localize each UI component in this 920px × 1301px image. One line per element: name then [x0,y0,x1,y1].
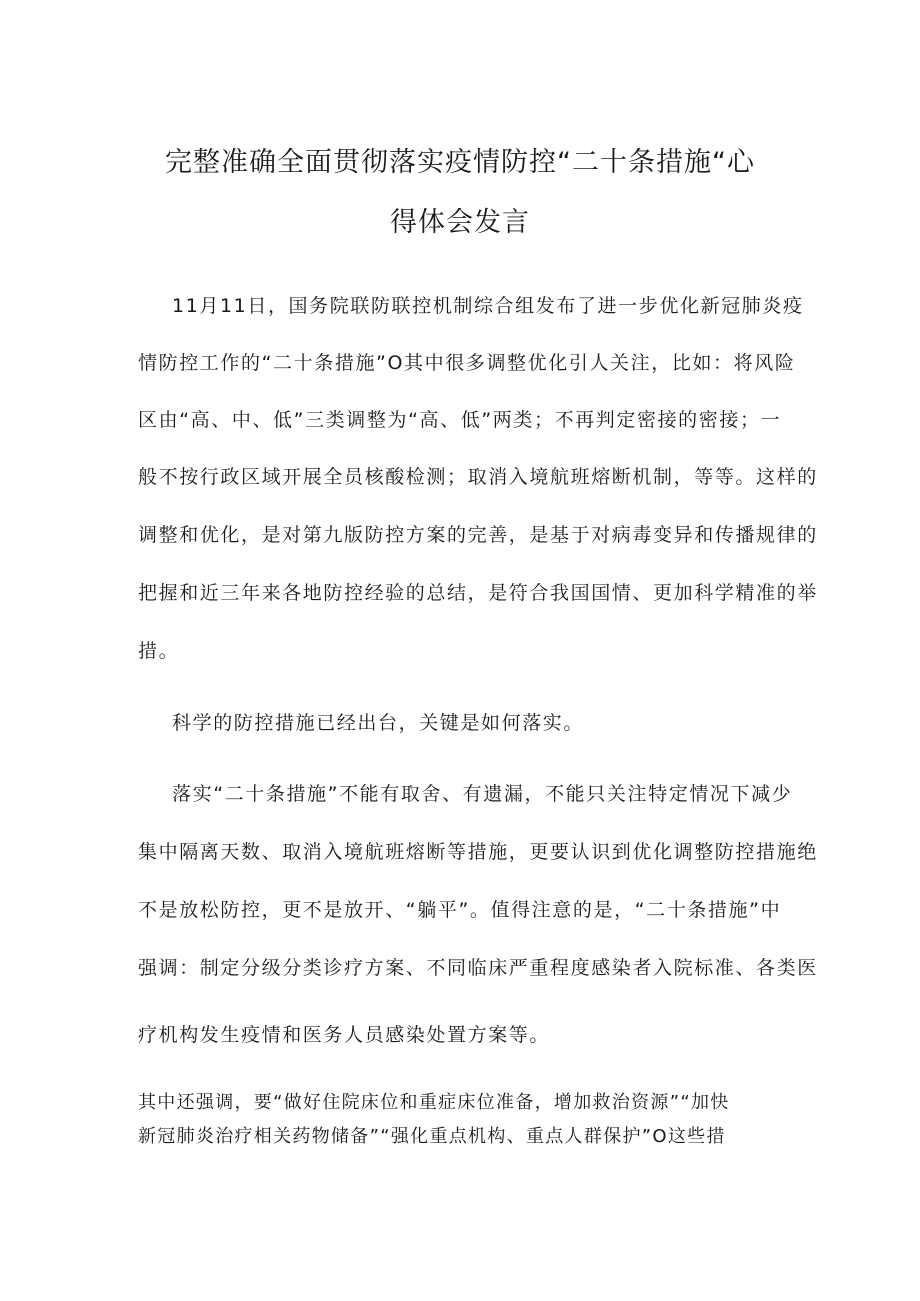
paragraph-line: 其中还强调，要“做好住院床位和重症床位准备，增加救治资源”“加快 [138,1092,730,1113]
paragraph-line: 落实“二十条措施”不能有取舍、有遗漏，不能只关注特定情况下减少 [172,783,793,805]
paragraph-line: 把握和近三年来各地防控经验的总结，是符合我国国情、更加科学精准的举 [138,582,818,604]
document-title-line2: 得体会发言 [390,207,530,238]
paragraph-line: 不是放松防控，更不是放开、“躺平”。值得注意的是，“二十条措施”中 [138,899,782,921]
paragraph-line: 11月11日，国务院联防联控机制综合组发布了进一步优化新冠肺炎疫 [172,295,804,317]
paragraph-line: 措。 [138,640,180,662]
document-title-line1: 完整准确全面贯彻落实疫情防控“二十条措施“心 [165,147,755,178]
paragraph-line: 强调：制定分级分类诊疗方案、不同临床严重程度感染者入院标准、各类医 [138,957,818,979]
paragraph-line: 新冠肺炎治疗相关药物储备”“强化重点机构、重点人群保护”O这些措 [138,1126,726,1147]
paragraph-line: 区由“高、中、低”三类调整为“高、低”两类；不再判定密接的密接；一 [138,409,782,431]
paragraph-line: 情防控工作的“二十条措施”O其中很多调整优化引人关注，比如：将风险 [138,352,796,374]
paragraph-line: 疗机构发生疫情和医务人员感染处置方案等。 [138,1024,551,1046]
paragraph-line: 调整和优化，是对第九版防控方案的完善，是基于对病毒变异和传播规律的 [138,524,818,546]
paragraph-line: 般不按行政区域开展全员核酸检测；取消入境航班熔断机制，等等。这样的 [138,466,818,488]
paragraph-line: 集中隔离天数、取消入境航班熔断等措施，更要认识到优化调整防控措施绝 [138,841,818,863]
paragraph-line: 科学的防控措施已经出台，关键是如何落实。 [172,712,585,734]
